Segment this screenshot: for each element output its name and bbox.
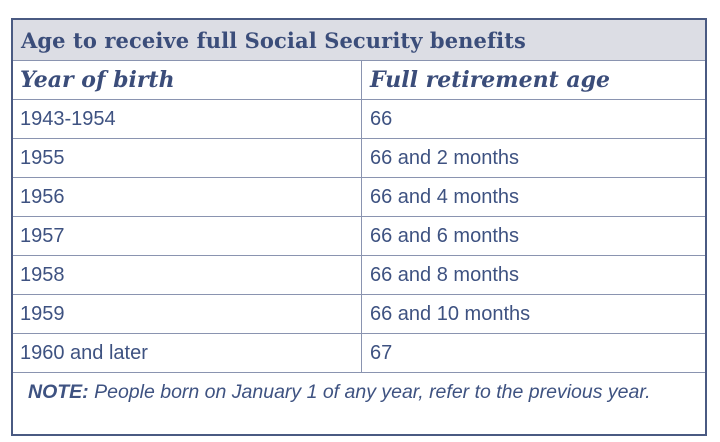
retirement-age-cell: 67 <box>370 341 393 364</box>
retirement-age-cell: 66 and 2 months <box>370 146 519 169</box>
table-row <box>13 334 705 373</box>
table-row <box>13 217 705 256</box>
header-year-of-birth: Year of birth <box>13 61 362 99</box>
table-row <box>13 139 705 178</box>
table-note <box>13 373 705 403</box>
note-label: NOTE: <box>28 381 89 403</box>
table-title: Age to receive full Social Security benefits <box>13 20 705 61</box>
year-of-birth-cell: 1943-1954 <box>13 100 362 138</box>
retirement-age-cell: 66 and 6 months <box>370 224 519 247</box>
header-full-retirement-age: Full retirement age <box>370 67 611 93</box>
year-of-birth-cell: 1957 <box>13 217 362 255</box>
benefits-table <box>11 18 707 436</box>
year-of-birth-cell: 1956 <box>13 178 362 216</box>
retirement-age-cell: 66 and 10 months <box>370 302 531 325</box>
retirement-age-cell: 66 <box>370 107 393 130</box>
table-row <box>13 100 705 139</box>
table-header-row <box>13 61 705 100</box>
year-of-birth-cell: 1958 <box>13 256 362 294</box>
table-row <box>13 256 705 295</box>
retirement-age-cell: 66 and 8 months <box>370 263 519 286</box>
table-row <box>13 178 705 217</box>
table-row <box>13 295 705 334</box>
retirement-age-cell: 66 and 4 months <box>370 185 519 208</box>
note-text: People born on January 1 of any year, refer to the previous year. <box>88 381 651 403</box>
year-of-birth-cell: 1955 <box>13 139 362 177</box>
year-of-birth-cell: 1959 <box>13 295 362 333</box>
year-of-birth-cell: 1960 and later <box>13 334 362 372</box>
